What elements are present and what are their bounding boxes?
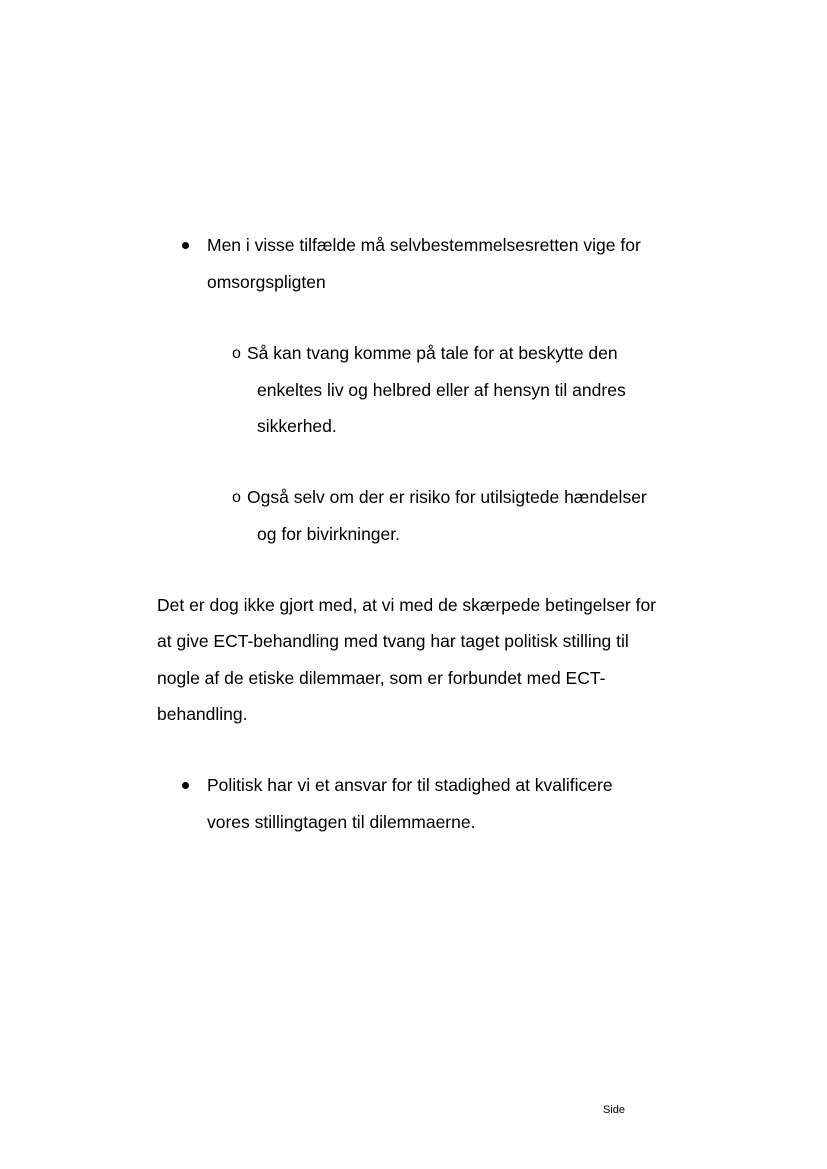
paragraph-line-4: behandling.	[157, 704, 248, 724]
sub-item-2-line-2: og for bivirkninger.	[257, 524, 400, 544]
bullet-1-line-1: Men i visse tilfælde må selvbestemmelsesretten vige for	[207, 235, 641, 255]
bullet-2-line-1: Politisk har vi et ansvar for til stadighed at kvalificere	[207, 775, 613, 795]
paragraph-line-3: nogle af de etiske dilemmaer, som er forbundet med ECT-	[157, 668, 606, 688]
sub-item-1-line-1: Så kan tvang komme på tale for at beskytte den	[247, 343, 618, 363]
sub-item-1-line-2: enkeltes liv og helbred eller af hensyn til andres	[257, 380, 626, 400]
paragraph-line-2: at give ECT-behandling med tvang har taget politisk stilling til	[157, 631, 629, 651]
bullet-1-line-2: omsorgspligten	[207, 272, 326, 292]
sub-item-1-line-3: sikkerhed.	[257, 416, 337, 436]
bullet-dot-icon	[182, 782, 189, 789]
bullet-dot-icon	[182, 242, 189, 249]
circle-bullet-icon: o	[232, 345, 241, 362]
paragraph-line-1: Det er dog ikke gjort med, at vi med de skærpede betingelser for	[157, 595, 656, 615]
circle-bullet-icon: o	[232, 489, 241, 506]
page-footer-label: Side	[603, 1104, 626, 1116]
bullet-2-line-2: vores stillingtagen til dilemmaerne.	[207, 812, 476, 832]
sub-item-2-line-1: Også selv om der er risiko for utilsigtede hændelser	[247, 487, 647, 507]
